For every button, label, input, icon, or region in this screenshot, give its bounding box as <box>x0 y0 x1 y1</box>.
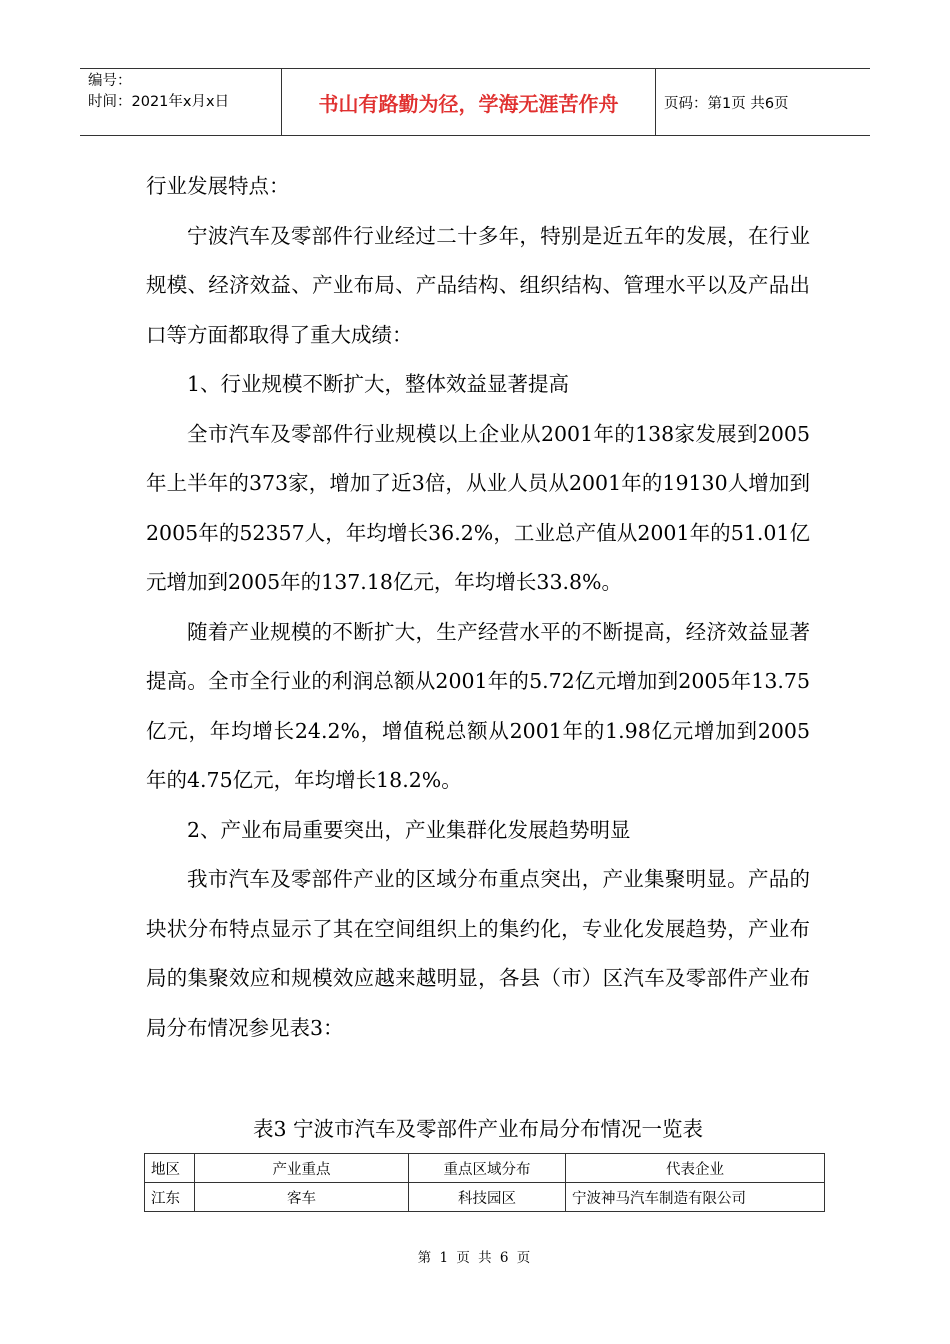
table-header-row <box>145 1154 825 1183</box>
table-cell: 客车 <box>195 1183 409 1212</box>
table-header-cell: 代表企业 <box>566 1154 825 1183</box>
table-header-cell: 地区 <box>145 1154 195 1183</box>
header-meta <box>80 69 282 135</box>
paragraph-overview: 宁波汽车及零部件行业经过二十多年，特别是近五年的发展，在行业规模、经济效益、产业布局、产品结构、组织结构、管理水平以及产品出口等方面都取得了重大成绩： <box>146 223 810 347</box>
document-body <box>146 162 810 1053</box>
table-header-cell: 产业重点 <box>195 1154 409 1183</box>
header-number-label: 编号： <box>88 73 132 89</box>
header-page-info: 页码：第1页 共6页 <box>664 95 789 112</box>
table-caption: 表3 宁波市汽车及零部件产业布局分布情况一览表 <box>252 1117 704 1141</box>
header-time-label: 时间：2021年x月x日 <box>88 94 230 110</box>
industry-layout-table <box>144 1153 825 1212</box>
heading-point-2: 2、产业布局重要突出，产业集群化发展趋势明显 <box>187 817 631 842</box>
page-footer: 第 1 页 共 6 页 <box>417 1250 533 1266</box>
paragraph-section-intro: 行业发展特点： <box>146 174 290 198</box>
table-row <box>145 1183 825 1212</box>
heading-point-1: 1、行业规模不断扩大，整体效益显著提高 <box>187 372 570 396</box>
header-motto: 书山有路勤为径，学海无涯苦作舟 <box>282 69 656 135</box>
table-cell: 宁波神马汽车制造有限公司 <box>566 1183 825 1212</box>
table-header-cell: 重点区域分布 <box>409 1154 566 1183</box>
page-header <box>80 68 870 136</box>
paragraph-layout: 我市汽车及零部件产业的区域分布重点突出，产业集聚明显。产品的块状分布特点显示了其在空间组织上的集约化，专业化发展趋势，产业布局的集聚效应和规模效应越来越明显，各县（市）区汽车及零部件产业布局分布情况参见表3： <box>146 867 810 1040</box>
paragraph-profit: 随着产业规模的不断扩大，生产经营水平的不断提高，经济效益显著提高。全市全行业的利润总额从2001年的5.72亿元增加到2005年13.75亿元，年均增长24.2%，增值税总额从2001年的1.98亿元增加到2005年的4.75亿元，年均增长18.2%。 <box>146 619 810 792</box>
table-cell: 江东 <box>145 1183 195 1212</box>
paragraph-scale: 全市汽车及零部件行业规模以上企业从2001年的138家发展到2005年上半年的373家，增加了近3倍，从业人员从2001年的19130人增加到2005年的52357人，年均增长36.2%，工业总产值从2001年的51.01亿元增加到2005年的137.18亿元，年均增长33.8%。 <box>146 421 810 594</box>
table-cell: 科技园区 <box>409 1183 566 1212</box>
